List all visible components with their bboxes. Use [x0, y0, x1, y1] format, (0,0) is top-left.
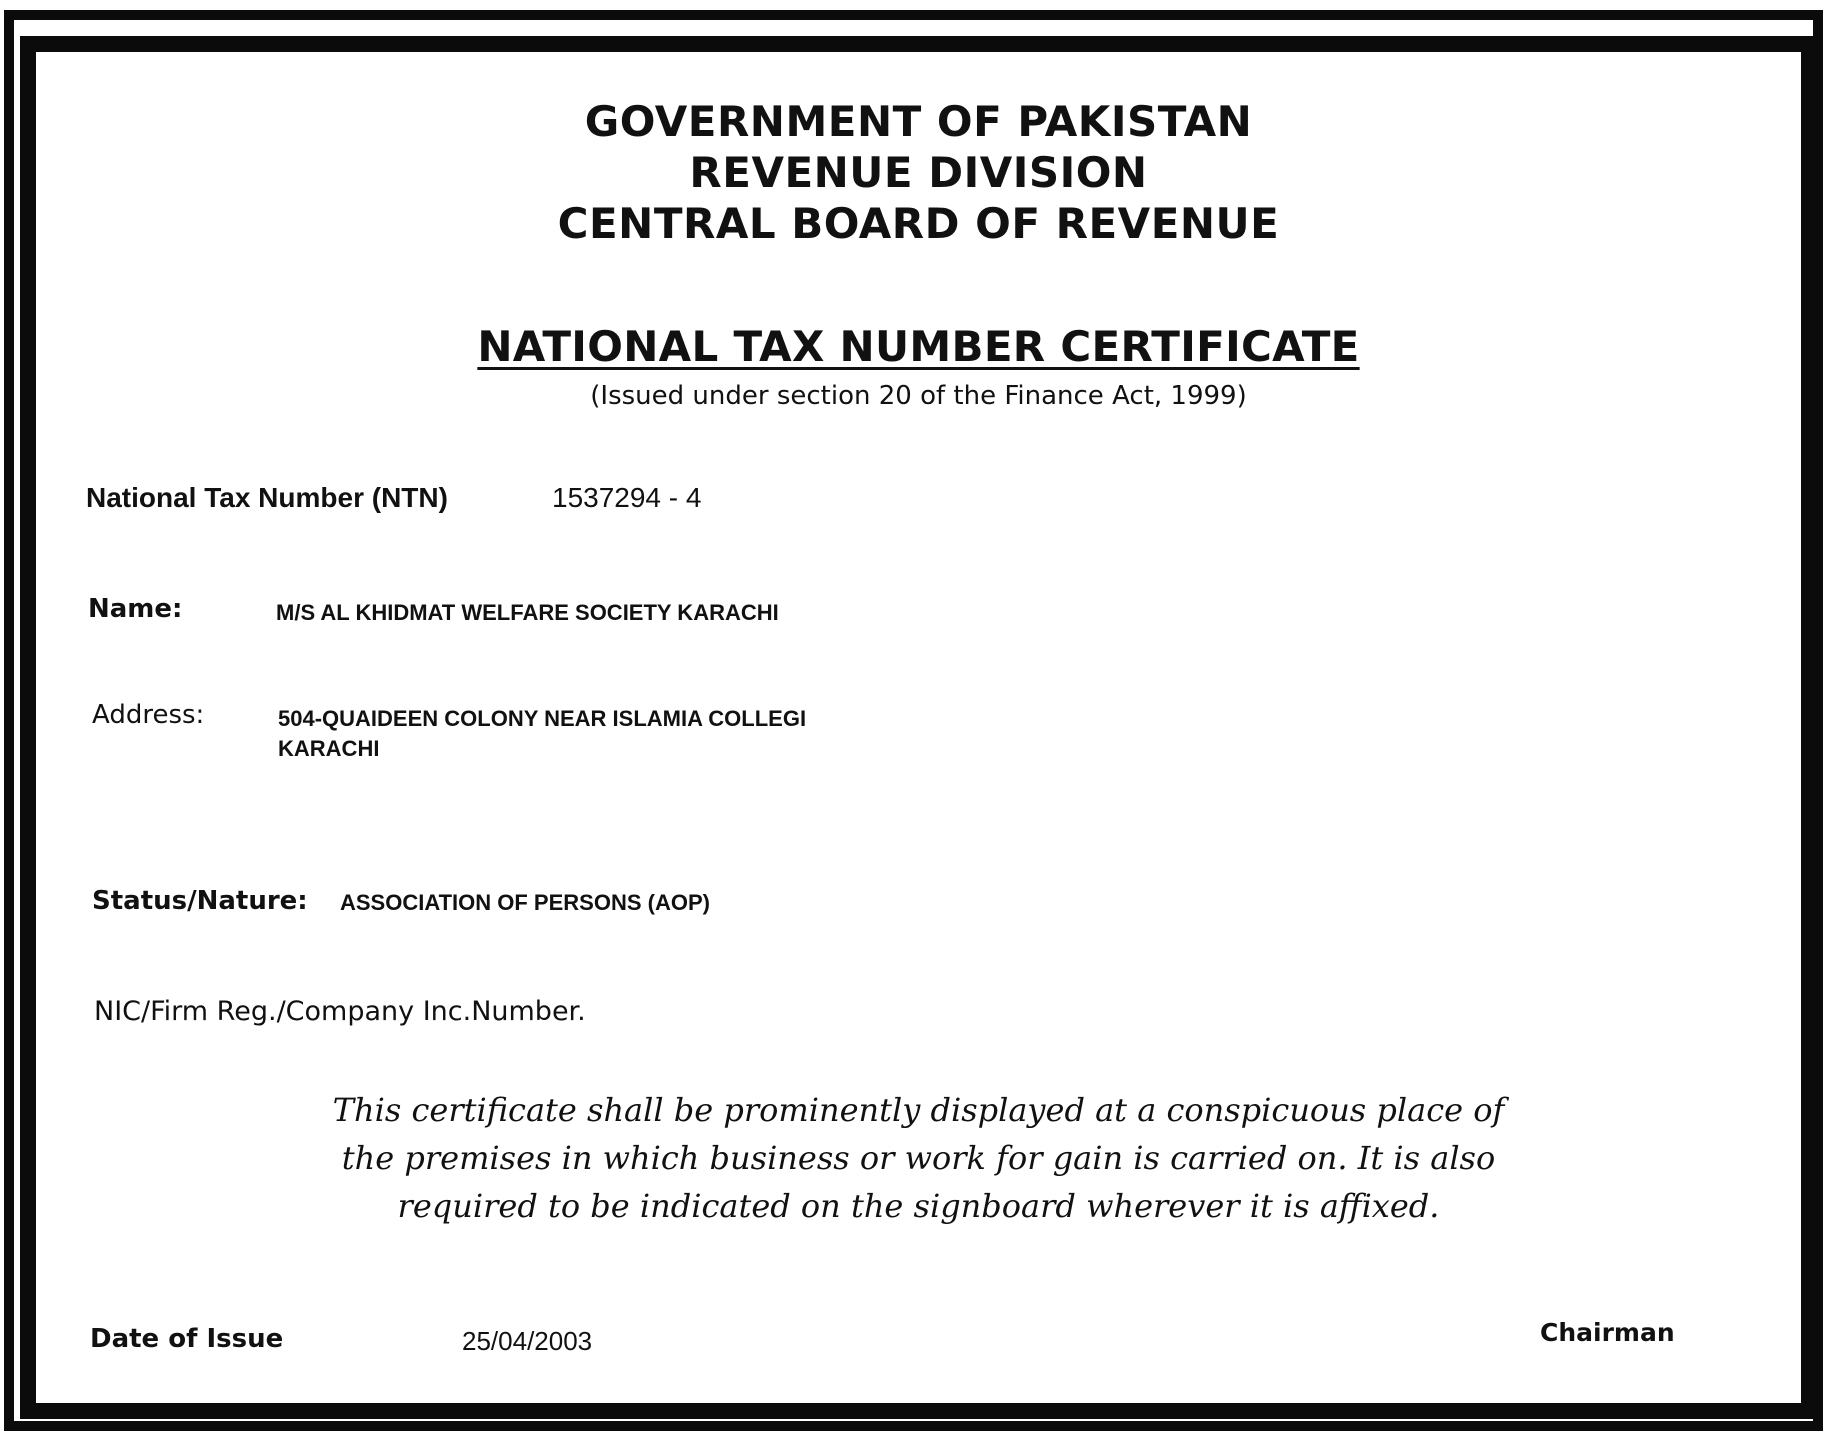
status-value: ASSOCIATION OF PERSONS (AOP) [340, 890, 710, 915]
issuing-authority-header [0, 96, 1837, 249]
certificate-title-text: NATIONAL TAX NUMBER CERTIFICATE [477, 322, 1360, 371]
notice-line-1: This certificate shall be prominently displayed at a conspicuous place of [332, 1091, 1505, 1129]
date-of-issue-value: 25/04/2003 [462, 1326, 593, 1356]
address-line-1: 504-QUAIDEEN COLONY NEAR ISLAMIA COLLEGI [278, 706, 807, 731]
notice-line-3: required to be indicated on the signboard wherever it is affixed. [397, 1187, 1440, 1225]
ntn-label: National Tax Number (NTN) [86, 482, 448, 513]
header-line-division: REVENUE DIVISION [689, 148, 1148, 197]
certificate-subtitle: (Issued under section 20 of the Finance Act, 1999) [590, 381, 1247, 411]
chairman-signature-label: Chairman [1540, 1318, 1675, 1347]
ntn-value: 1537294 - 4 [552, 482, 702, 513]
address-label: Address: [92, 700, 205, 730]
address-line-2: KARACHI [278, 736, 380, 761]
address-value [278, 704, 806, 764]
display-notice [330, 1086, 1507, 1230]
name-label: Name: [88, 594, 183, 624]
header-line-board: CENTRAL BOARD OF REVENUE [557, 199, 1280, 248]
date-of-issue-label: Date of Issue [90, 1324, 284, 1354]
notice-line-2: the premises in which business or work for gain is carried on. It is also [341, 1139, 1496, 1177]
status-label: Status/Nature: [92, 886, 308, 916]
header-line-government: GOVERNMENT OF PAKISTAN [584, 97, 1253, 146]
certificate-title [0, 322, 1837, 372]
name-value: M/S AL KHIDMAT WELFARE SOCIETY KARACHI [276, 600, 779, 625]
nic-registration-label: NIC/Firm Reg./Company Inc.Number. [94, 996, 586, 1027]
